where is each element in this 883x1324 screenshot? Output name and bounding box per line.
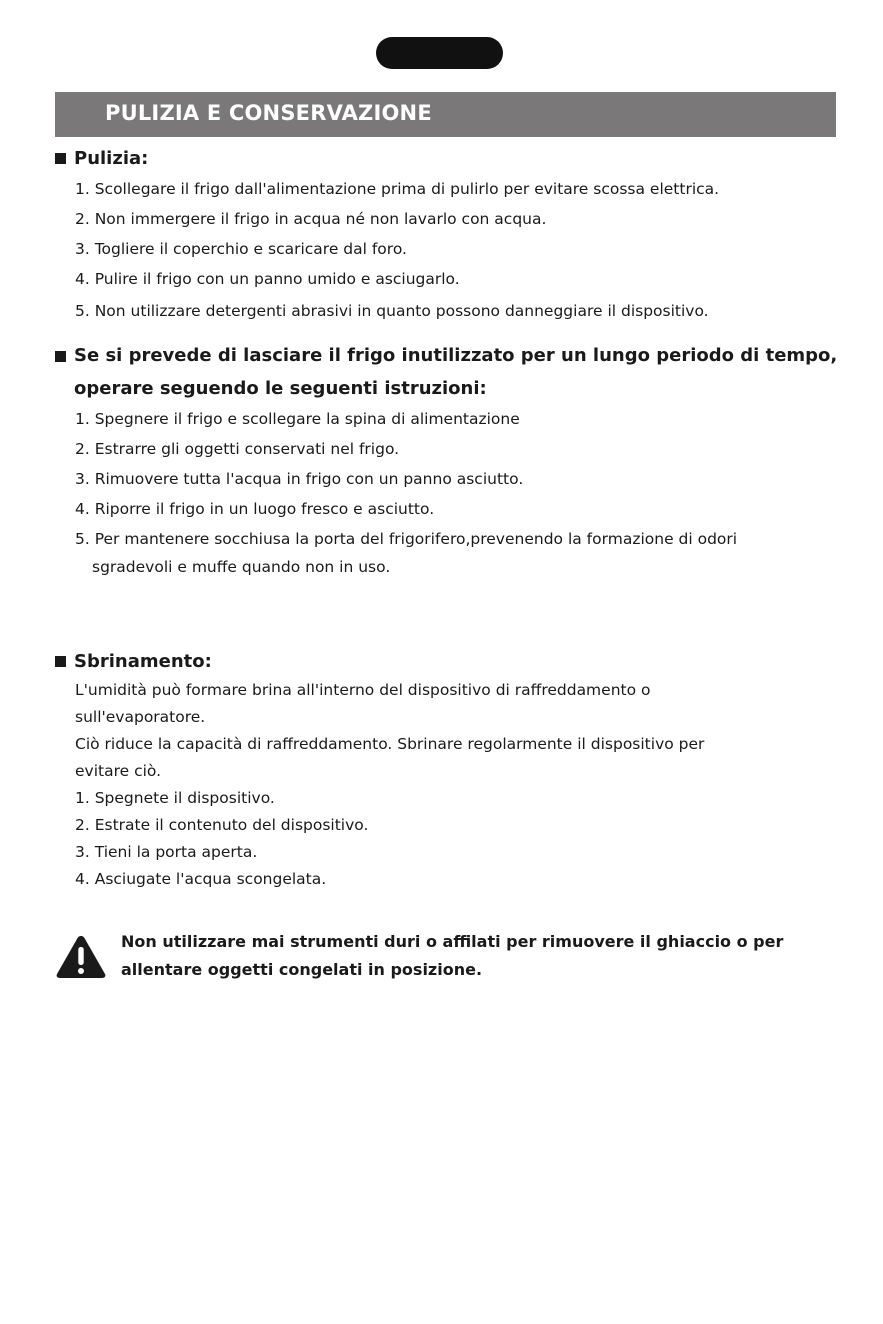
list-item: 5. Non utilizzare detergenti abrasivi in quanto possono danneggiare il dispositivo. [75, 302, 709, 320]
paragraph-line: L'umidità può formare brina all'interno del dispositivo di raffreddamento o [75, 681, 651, 699]
warning-text-line2: allentare oggetti congelati in posizione. [121, 960, 483, 979]
section-banner [55, 92, 836, 137]
page-title: PULIZIA E CONSERVAZIONE [105, 101, 432, 125]
list-item: 3. Togliere il coperchio e scaricare dal foro. [75, 240, 407, 258]
list-item: 1. Spegnete il dispositivo. [75, 789, 275, 807]
list-item: 3. Tieni la porta aperta. [75, 843, 258, 861]
warning-icon [55, 934, 107, 980]
list-item: 5. Per mantenere socchiusa la porta del frigorifero,prevenendo la formazione di odori [75, 530, 738, 548]
square-bullet-icon [55, 656, 66, 667]
list-item: 4. Asciugate l'acqua scongelata. [75, 870, 327, 888]
list-item-continuation: sgradevoli e muffe quando non in uso. [92, 558, 391, 576]
warning-callout [55, 932, 836, 992]
warning-text-line1: Non utilizzare mai strumenti duri o affilati per rimuovere il ghiaccio o per [121, 932, 784, 951]
storage-heading-line2: operare seguendo le seguenti istruzioni: [74, 378, 487, 399]
list-item: 1. Scollegare il frigo dall'alimentazione prima di pulirlo per evitare scossa elettrica. [75, 180, 720, 198]
storage-heading-line1: Se si prevede di lasciare il frigo inutilizzato per un lungo periodo di tempo, [74, 345, 838, 366]
paragraph-line: sull'evaporatore. [75, 708, 206, 726]
square-bullet-icon [55, 153, 66, 164]
list-item: 2. Estrate il contenuto del dispositivo. [75, 816, 369, 834]
list-item: 2. Non immergere il frigo in acqua né non lavarlo con acqua. [75, 210, 547, 228]
defrost-heading: Sbrinamento: [74, 651, 212, 672]
list-item: 1. Spegnere il frigo e scollegare la spina di alimentazione [75, 410, 520, 428]
list-item: 4. Riporre il frigo in un luogo fresco e asciutto. [75, 500, 435, 518]
page-tab-marker [376, 37, 503, 69]
paragraph-line: evitare ciò. [75, 762, 162, 780]
cleaning-heading: Pulizia: [74, 148, 149, 169]
paragraph-line: Ciò riduce la capacità di raffreddamento. Sbrinare regolarmente il dispositivo per [75, 735, 705, 753]
square-bullet-icon [55, 351, 66, 362]
list-item: 2. Estrarre gli oggetti conservati nel frigo. [75, 440, 400, 458]
list-item: 3. Rimuovere tutta l'acqua in frigo con un panno asciutto. [75, 470, 524, 488]
list-item: 4. Pulire il frigo con un panno umido e asciugarlo. [75, 270, 460, 288]
